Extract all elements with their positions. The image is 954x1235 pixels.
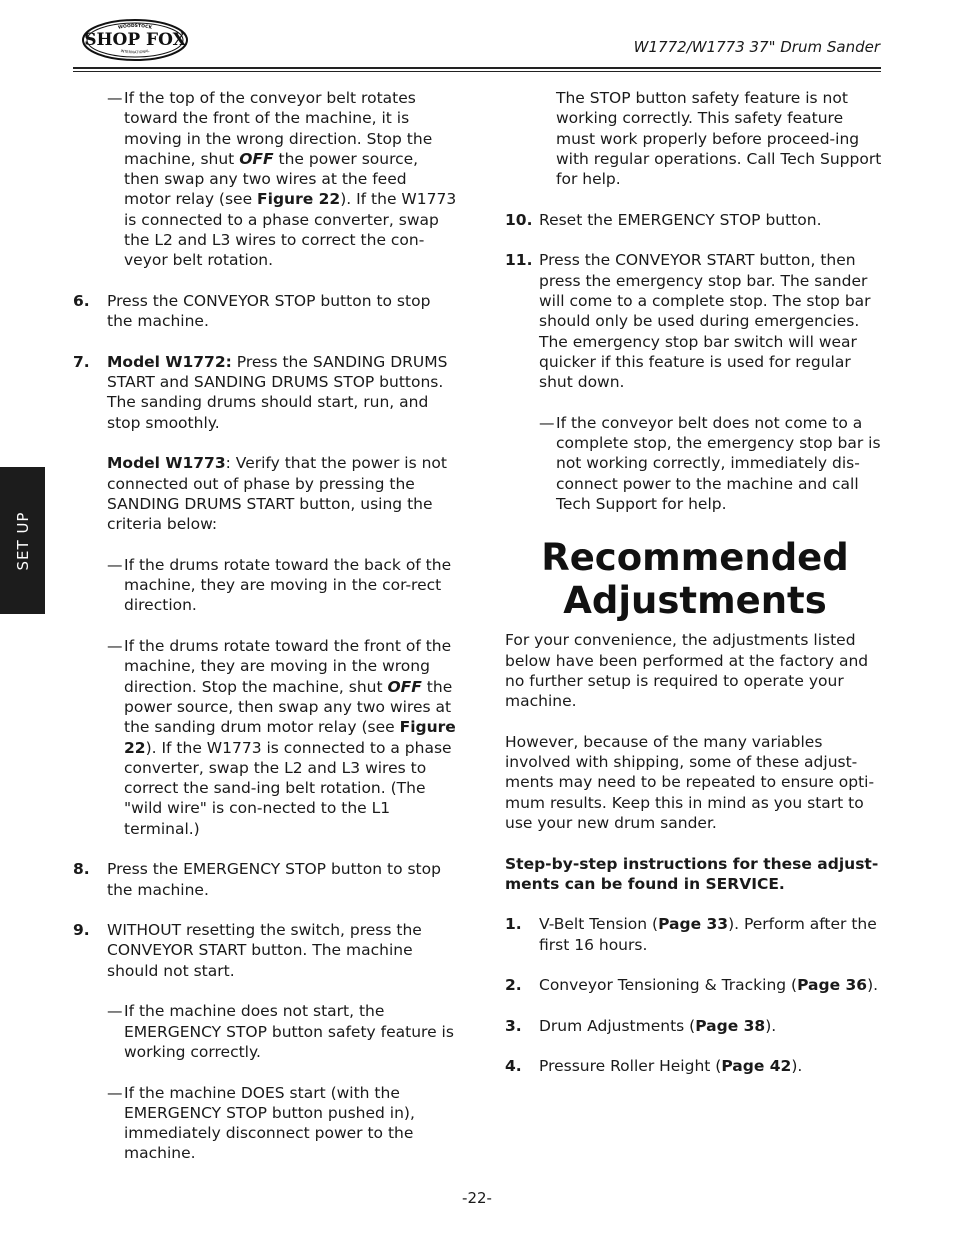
step-9: 9. WITHOUT resetting the switch, press the CONVEYOR START button. The machine should not start. [73,921,422,980]
variables-paragraph: However, because of the many variables involved with shipping, some of these adjust-ments may need to be repeated to ensure opti-mum results. Keep this in mind as you start to use your new drum sander. [505,732,875,832]
side-tab-label: SET UP [13,511,32,570]
adjustment-item-4: 4. Pressure Roller Height (Page 42). [505,1057,803,1076]
step-6: 6. Press the CONVEYOR STOP button to stop the machine. [73,291,431,331]
header-rule [73,67,881,69]
intro-paragraph: For your convenience, the adjustments listed below have been performed at the factory and no further setup is required to operate your machine. [505,631,869,711]
adjustment-item-2: 2. Conveyor Tensioning & Tracking (Page 36). [505,976,879,995]
adjustment-item-1: 1. V-Belt Tension (Page 33). Perform after the first 16 hours. [505,915,877,954]
list-item: — If the conveyor belt does not come to a complete stop, the emergency stop bar is not working correctly, immediately dis-connect power to the machine and call Tech Support for help. [539,413,881,513]
section-side-tab [0,467,45,614]
continued-text: The STOP button safety feature is not working correctly. This safety feature must work properly before proceed-ing with regular operations. Call Tech Support for help. [556,89,882,189]
right-column [505,88,885,1077]
page-number: -22- [462,1189,492,1207]
svg-text:WOODSTOCK: WOODSTOCK [117,23,153,31]
header-rule-thin [73,71,881,72]
list-item: — If the machine DOES start (with the EMERGENCY STOP button pushed in), immediately disconnect power to the machine. [107,1083,415,1163]
step-8: 8. Press the EMERGENCY STOP button to stop the machine. [73,860,441,899]
list-item: — If the drums rotate toward the front of the machine, they are moving in the wrong direction. Stop the machine, shut OFF the power source, then swap any two wires at the sanding drum motor relay (see Figure 22). If the W1773 is connected to a phase converter, swap the L2 and L3 wires to correct the sand-ing belt rotation. (The "wild wire" is con-nected to the L1 terminal.) [107,637,456,838]
list-item: — If the top of the conveyor belt rotates toward the front of the machine, it is moving in the wrong direction. Stop the machine, shut OFF the power source, then swap any two wires at the feed motor relay (see Figure 22). If the W1773 is connected to a phase converter, swap the L2 and L3 wires to correct the con-veyor belt rotation. [107,89,457,270]
step-10: 10. Reset the EMERGENCY STOP button. [505,210,822,229]
step-11: 11. Press the CONVEYOR START button, then press the emergency stop bar. The sander will come to a complete stop. The stop bar should only be used during emergencies. The emergency stop bar switch will wear quicker if this feature is used for regular shut down. [505,251,871,392]
section-heading: Recommended Adjustments [541,536,849,623]
step-7-w1773: Model W1773: Verify that the power is not connected out of phase by pressing the SANDING DRUMS START button, using the criteria below: [107,454,447,534]
left-column [73,88,458,1164]
header-title: W1772/W1773 37" Drum Sander [633,38,880,56]
logo-wordmark: SHOP FOX [84,30,186,50]
adjustment-item-3: 3. Drum Adjustments (Page 38). [505,1016,777,1035]
shop-fox-logo [80,18,190,62]
step-7: 7. Model W1772: Press the SANDING DRUMS START and SANDING DRUMS STOP buttons. The sanding drums should start, run, and stop smoothly. [73,352,448,432]
list-item: — If the drums rotate toward the back of the machine, they are moving in the cor-rect direction. [107,555,452,615]
service-note: Step-by-step instructions for these adjust-ments can be found in SERVICE. [505,854,879,893]
list-item: — If the machine does not start, the EMERGENCY STOP button safety feature is working correctly. [107,1002,454,1061]
svg-text:INTERNATIONAL: INTERNATIONAL [120,48,150,55]
